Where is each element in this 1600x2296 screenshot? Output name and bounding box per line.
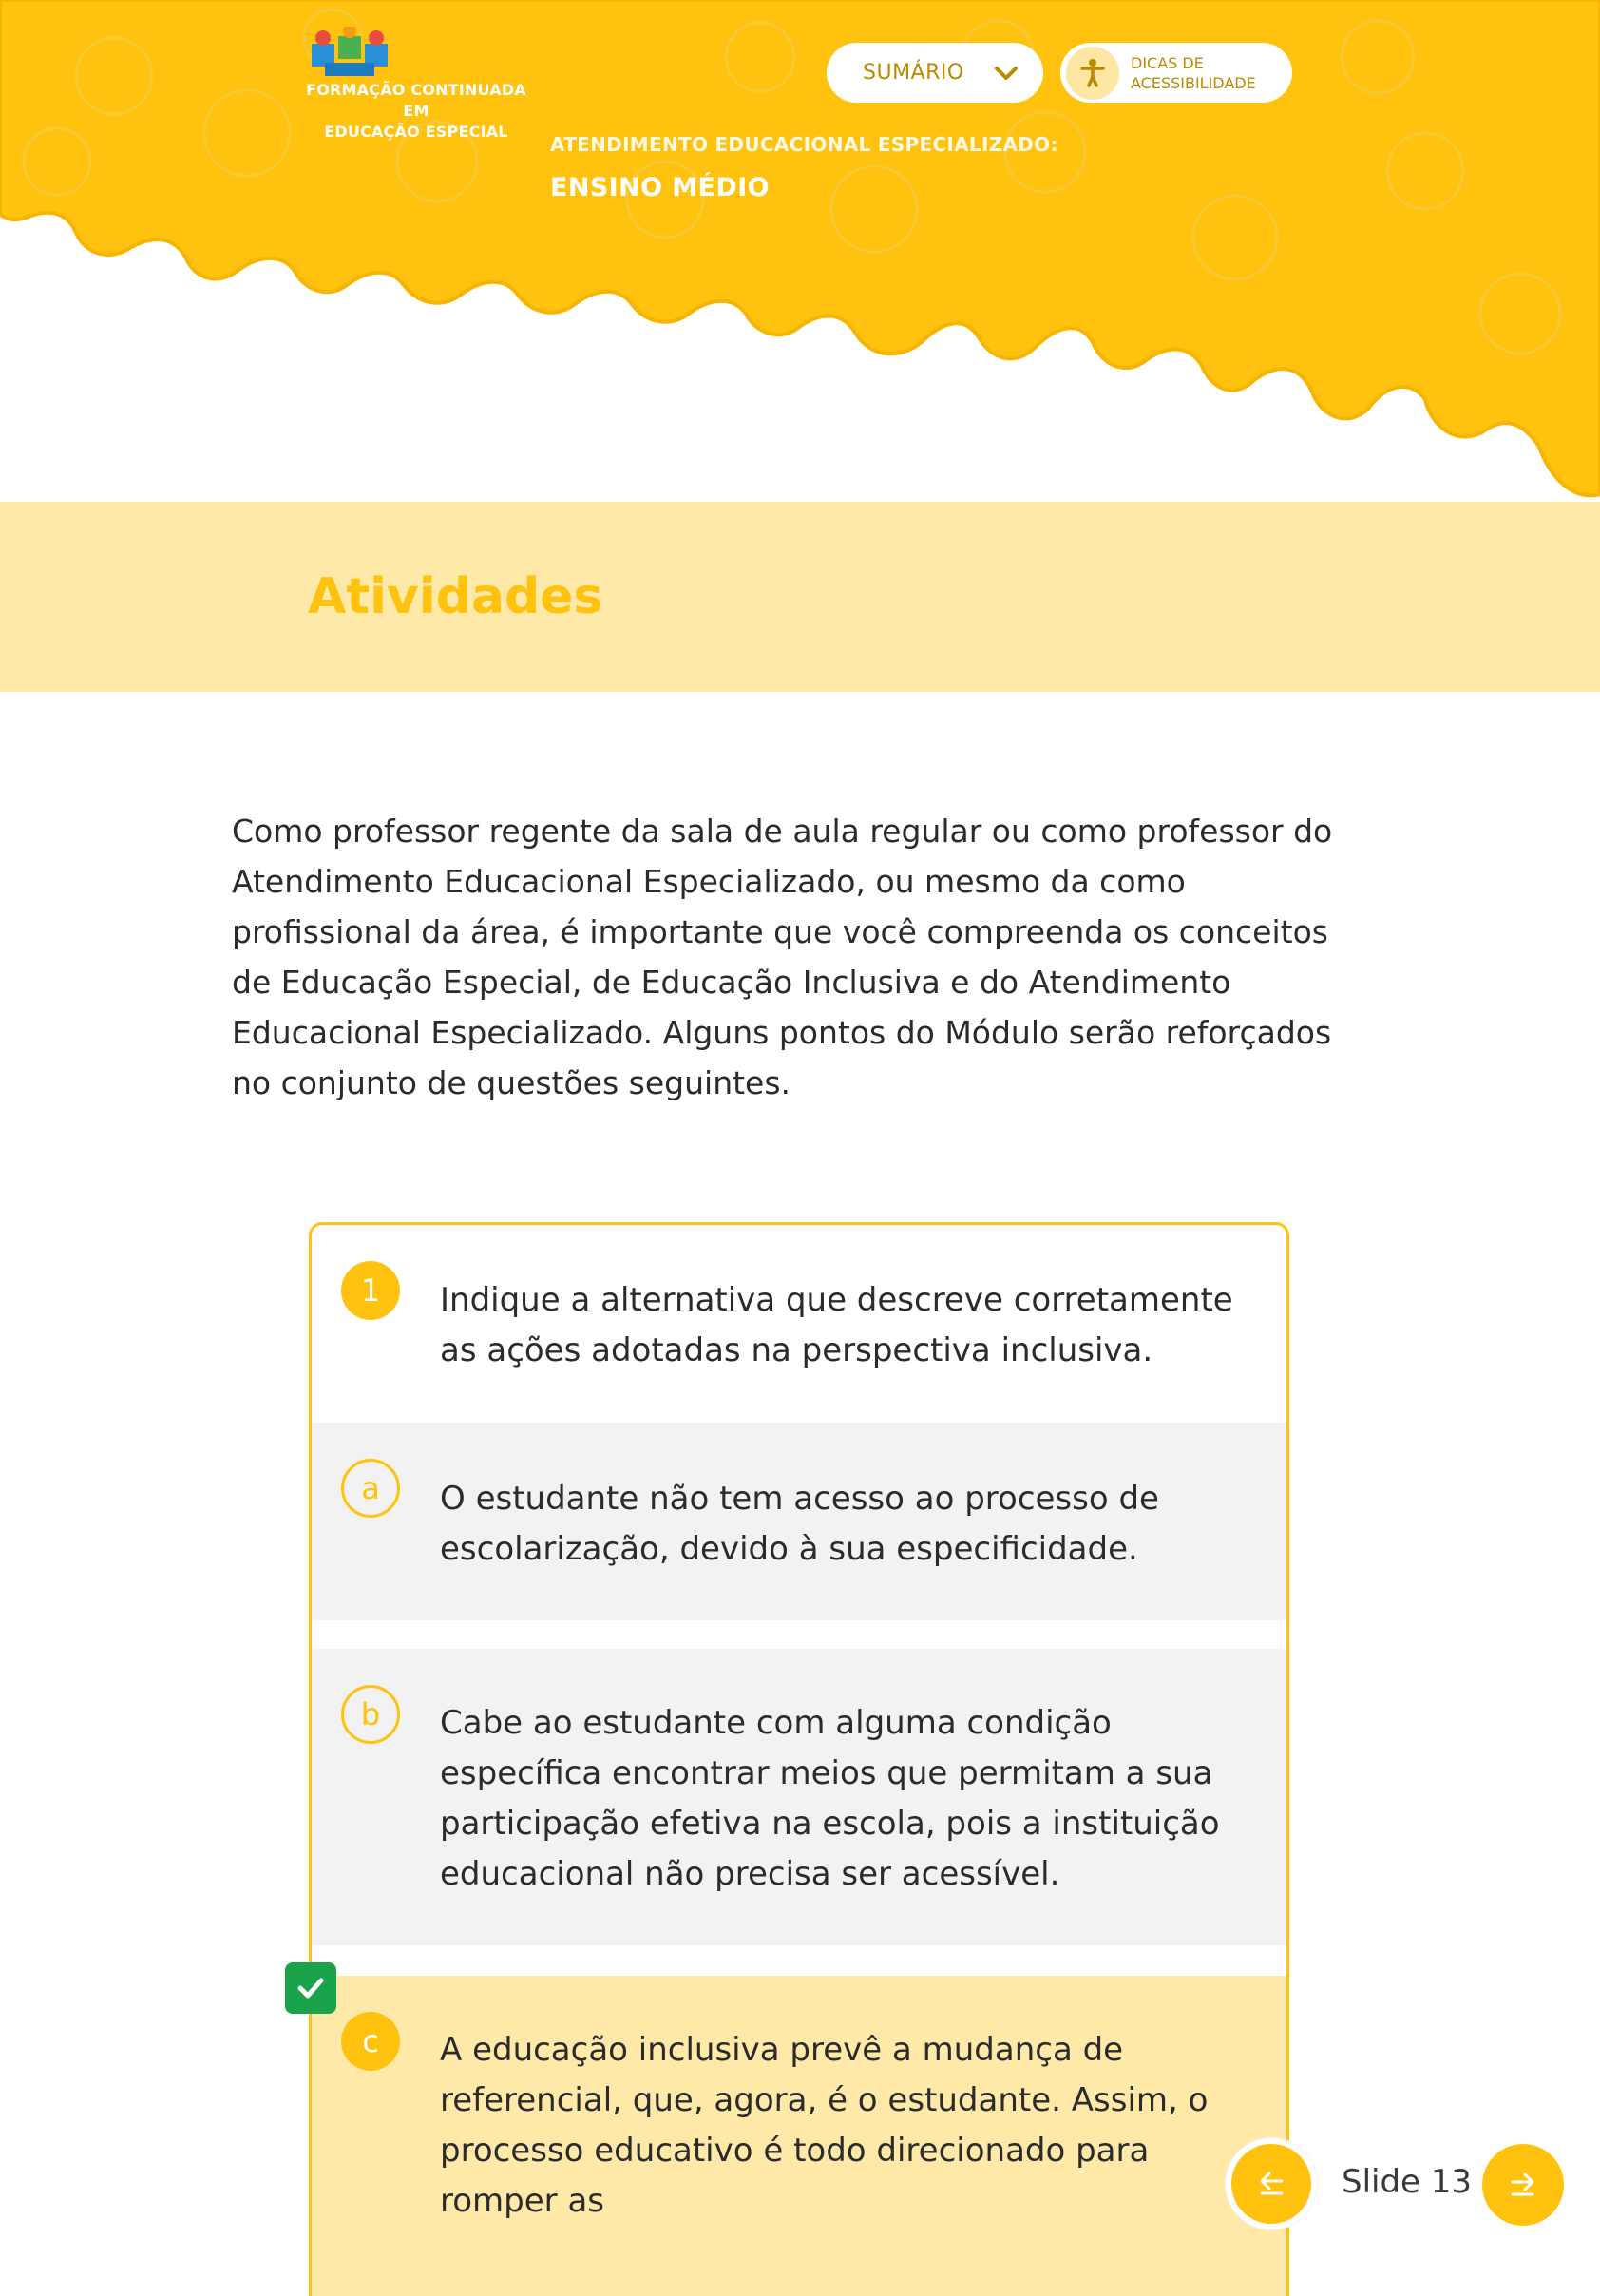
- option-b[interactable]: [312, 1649, 1286, 1945]
- option-text: A educação inclusiva prevê a mudança de referencial, que, agora, é o estudante. Assim, o processo educativo é todo direcionado para romper as: [440, 2031, 1209, 2220]
- option-letter-badge: b: [341, 1685, 400, 1744]
- sumario-button[interactable]: [827, 43, 1043, 103]
- check-icon: [296, 1977, 325, 1999]
- arrow-left-icon: [1257, 2171, 1286, 2197]
- question-text: Indique a alternativa que descreve corretamente as ações adotadas na perspectiva inclusiva.: [440, 1281, 1233, 1369]
- option-a[interactable]: [312, 1423, 1286, 1620]
- question-card: [309, 1222, 1289, 2296]
- logo-puzzle-icon: [302, 27, 397, 80]
- accessibility-tips-button[interactable]: [1060, 43, 1292, 103]
- option-text: O estudante não tem acesso ao processo de escolarização, devido à sua especificidade.: [440, 1480, 1159, 1568]
- course-subtitle: ATENDIMENTO EDUCACIONAL ESPECIALIZADO:: [550, 133, 1058, 156]
- puzzle-background: [0, 0, 1600, 504]
- arrow-right-icon: [1509, 2172, 1537, 2198]
- intro-paragraph: Como professor regente da sala de aula regular ou como professor do Atendimento Educacional Especializado, ou mesmo da como profissional da área, é importante que você compreenda os conceitos de Educação Especial, de Educação Inclusiva e do Atendimento Educacional Especializado. Alguns pontos do Módulo serão reforçados no conjunto de questões seguintes.: [232, 813, 1333, 1101]
- option-letter-badge: a: [341, 1459, 400, 1518]
- accessibility-person-icon: [1066, 47, 1119, 100]
- option-text: Cabe ao estudante com alguma condição específica encontrar meios que permitam a sua participação efetiva na escola, pois a instituição educacional não precisa ser acessível.: [440, 1704, 1220, 1893]
- section-title: Atividades: [308, 568, 603, 625]
- accessibility-tips-line2: ACESSIBILIDADE: [1131, 73, 1256, 92]
- question-number-badge: 1: [341, 1261, 400, 1320]
- correct-answer-marker: [285, 1962, 336, 2014]
- course-title: ENSINO MÉDIO: [550, 173, 771, 202]
- next-slide-button[interactable]: [1482, 2144, 1564, 2226]
- option-c[interactable]: [312, 1976, 1286, 2296]
- logo-text-line2: EDUCAÇÃO ESPECIAL: [324, 123, 508, 141]
- slide-navigation: [1226, 2138, 1587, 2229]
- accessibility-tips-line1: DICAS DE: [1131, 53, 1204, 72]
- section-band: [0, 502, 1600, 692]
- site-logo[interactable]: [302, 27, 530, 143]
- slide-number-label: Slide 13: [1342, 2163, 1473, 2201]
- option-letter-badge: c: [341, 2012, 400, 2071]
- accessibility-tips-label: [1131, 53, 1256, 93]
- previous-slide-button[interactable]: [1226, 2138, 1317, 2229]
- hero-header: [0, 0, 1600, 504]
- logo-text-line1: FORMAÇÃO CONTINUADA EM: [306, 81, 526, 120]
- chevron-down-icon: [994, 65, 1019, 82]
- sumario-label: SUMÁRIO: [863, 61, 964, 85]
